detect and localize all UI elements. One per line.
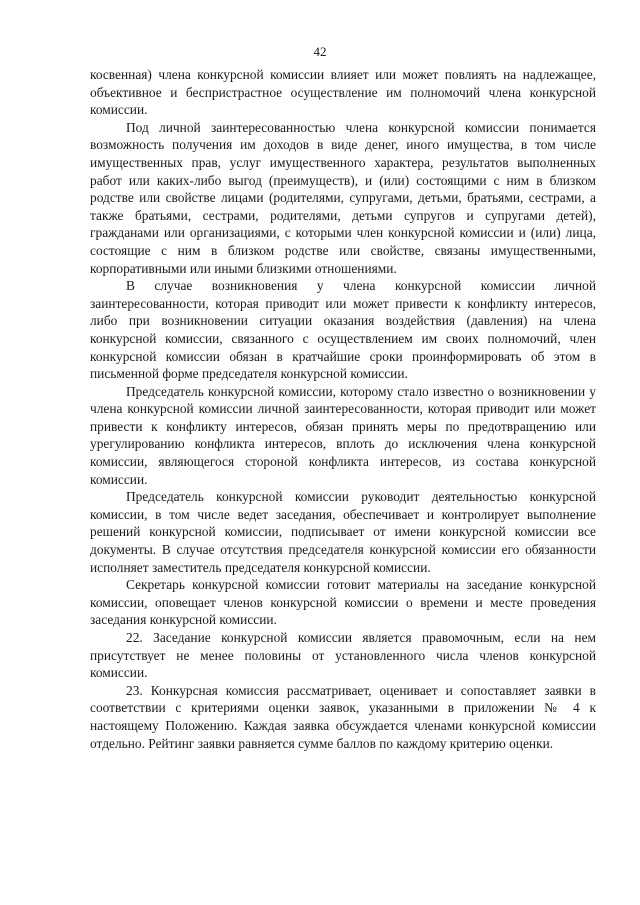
paragraph-clause-22: 22. Заседание конкурсной комиссии является правомочным, если на нем присутствует не менее половины от установленного числа членов конкурсной комиссии.	[90, 630, 596, 681]
paragraph-continuation: косвенная) члена конкурсной комиссии влияет или может повлиять на надлежащее, объективное и беспристрастное осуществление им полномочий члена конкурсной комиссии.	[90, 67, 596, 118]
paragraph-chairman-measures: Председатель конкурсной комиссии, которому стало известно о возникновении у члена конкурсной комиссии личной заинтересованности, которая приводит или может привести к конфликту интересов, обязан принять меры по предотвращению или урегулированию конфликта интересов, вплоть до исключения члена конкурсной комиссии, являющегося стороной конфликта интересов, из состава конкурсной комиссии.	[90, 383, 596, 487]
paragraph-personal-interest-definition: Под личной заинтересованностью члена конкурсной комиссии понимается возможность получения им доходов в виде денег, иного имущества, в том числе имущественных прав, услуг имущественного характера, результатов выполненных работ или каких-либо выгод (преимуществ), и (или) состоящими с ним в близком родстве или свойстве лицами (родителями, супругами, детьми, братьями, сестрами, а также братьями, сестрами, родителями, детьми супругов и супругами детей), гражданами или организациями, с которыми член конкурсной комиссии и (или) лица, состоящие с ним в близком родстве или свойстве, связаны имущественными, корпоративными или иными близкими отношениями.	[90, 119, 596, 276]
paragraph-conflict-notification: В случае возникновения у члена конкурсной комиссии личной заинтересованности, которая приводит или может привести к конфликту интересов, либо при возникновении ситуации оказания воздействия (давления) на члена конкурсной комиссии, связанного с осуществлением им своих полномочий, член конкурсной комиссии обязан в кратчайшие сроки проинформировать об этом в письменной форме председателя конкурсной комиссии.	[90, 278, 596, 382]
page-number: 42	[313, 44, 327, 59]
paragraph-chairman-duties: Председатель конкурсной комиссии руководит деятельностью конкурсной комиссии, в том числе ведет заседания, обеспечивает и контролирует выполнение решений конкурсной комиссии, подписывает от имени конкурсной комиссии все документы. В случае отсутствия председателя конкурсной комиссии его обязанности исполняет заместитель председателя конкурсной комиссии.	[90, 489, 596, 575]
paragraph-clause-23: 23. Конкурсная комиссия рассматривает, оценивает и сопоставляет заявки в соответствии с критериями оценки заявок, указанными в приложении № 4 к настоящему Положению. Каждая заявка обсуждается членами конкурсной комиссии отдельно. Рейтинг заявки равняется сумме баллов по каждому критерию оценки.	[90, 682, 596, 751]
paragraph-secretary-duties: Секретарь конкурсной комиссии готовит материалы на заседание конкурсной комиссии, оповещает членов конкурсной комиссии о времени и месте проведения заседания конкурсной комиссии.	[90, 577, 596, 628]
document-body	[90, 66, 596, 752]
